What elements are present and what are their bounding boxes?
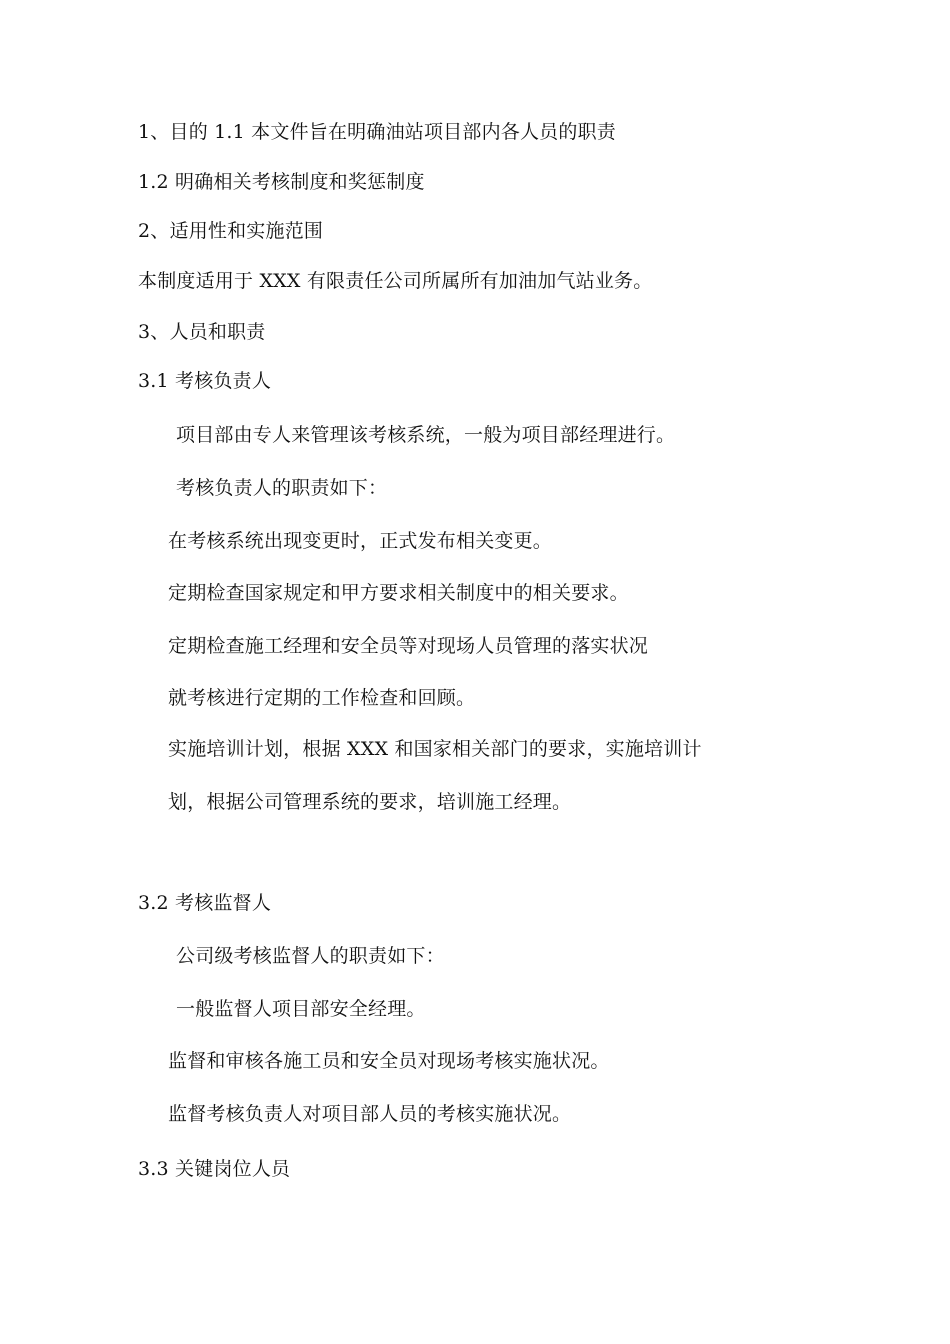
subsection-3-1-heading: 3.1 考核负责人 <box>138 370 272 392</box>
supervision-item-1: 监督和审核各施工员和安全员对现场考核实施状况。 <box>168 1050 610 1072</box>
clause-1-2: 1.2 明确相关考核制度和奖惩制度 <box>138 171 425 193</box>
duty-item-5-line-2: 划，根据公司管理系统的要求，培训施工经理。 <box>168 791 572 813</box>
duty-item-1: 在考核系统出现变更时，正式发布相关变更。 <box>168 530 553 552</box>
paragraph-3-1-intro: 项目部由专人来管理该考核系统，一般为项目部经理进行。 <box>176 424 676 446</box>
duty-item-4: 就考核进行定期的工作检查和回顾。 <box>168 687 476 709</box>
subsection-3-2-heading: 3.2 考核监督人 <box>138 892 272 914</box>
scope-paragraph: 本制度适用于 XXX 有限责任公司所属所有加油加气站业务。 <box>138 270 653 292</box>
section-2-heading: 2、适用性和实施范围 <box>138 220 324 242</box>
section-1-purpose-heading: 1、目的 1.1 本文件旨在明确油站项目部内各人员的职责 <box>138 121 616 143</box>
paragraph-3-1-duties-lead: 考核负责人的职责如下： <box>176 477 388 499</box>
duty-item-3: 定期检查施工经理和安全员等对现场人员管理的落实状况 <box>168 635 649 657</box>
paragraph-3-2-duties-lead: 公司级考核监督人的职责如下： <box>176 945 445 967</box>
section-3-heading: 3、人员和职责 <box>138 321 266 343</box>
paragraph-3-2-supervisor: 一般监督人项目部安全经理。 <box>176 998 426 1020</box>
duty-item-5-line-1: 实施培训计划，根据 XXX 和国家相关部门的要求，实施培训计 <box>168 738 702 760</box>
subsection-3-3-heading: 3.3 关键岗位人员 <box>138 1158 291 1180</box>
duty-item-2: 定期检查国家规定和甲方要求相关制度中的相关要求。 <box>168 582 629 604</box>
supervision-item-2: 监督考核负责人对项目部人员的考核实施状况。 <box>168 1103 572 1125</box>
